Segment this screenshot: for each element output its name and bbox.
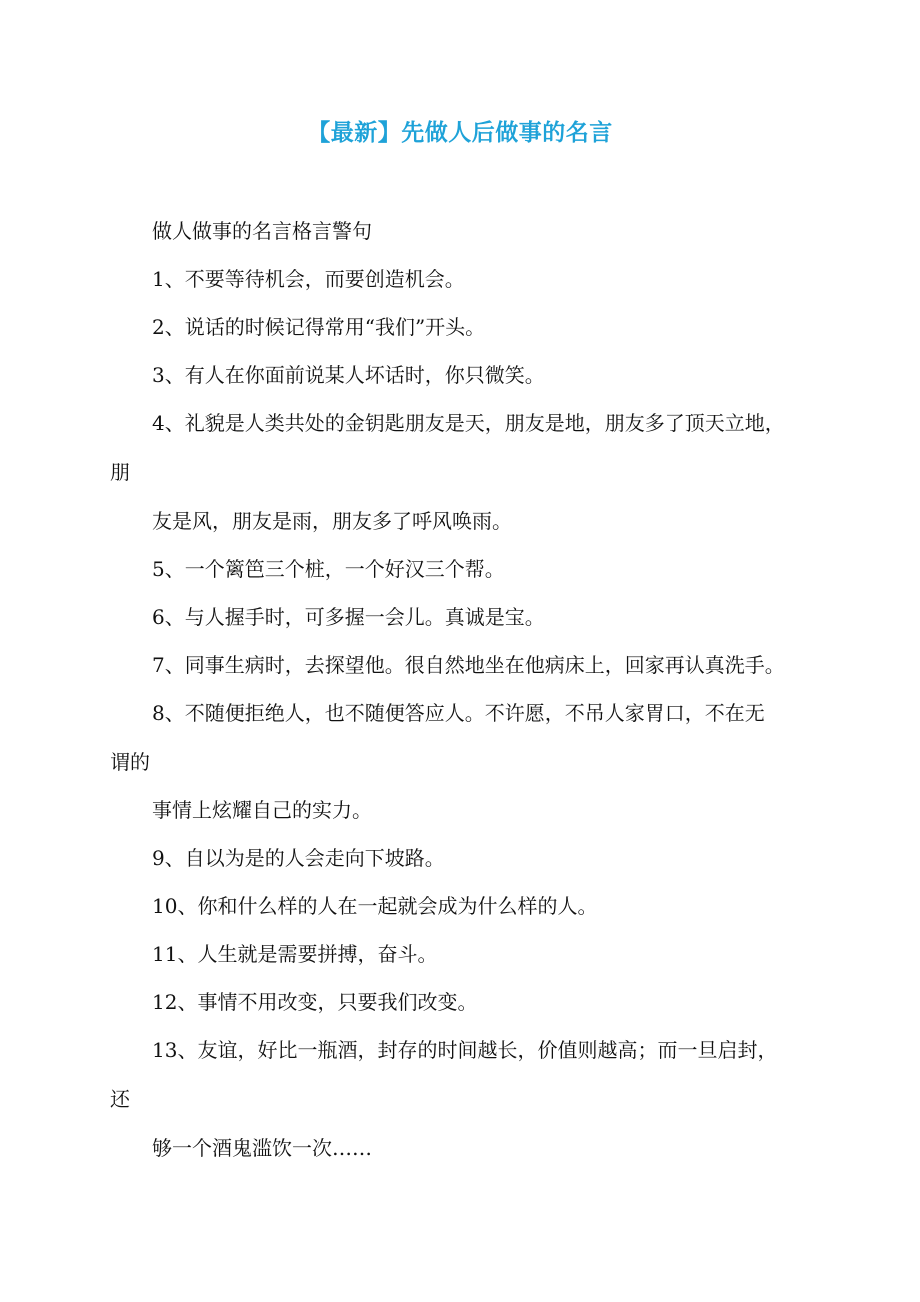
quote-line-2: 2、说话的时候记得常用“我们”开头。: [152, 315, 486, 339]
quote-line-13-cont: 够一个酒鬼滥饮一次……: [152, 1136, 372, 1160]
quote-line-4-wrap: 朋: [110, 460, 130, 484]
quote-line-1: 1、不要等待机会，而要创造机会。: [152, 267, 465, 291]
subtitle-line: 做人做事的名言格言警句: [152, 219, 372, 243]
quote-line-4: 4、礼貌是人类共处的金钥匙朋友是天，朋友是地，朋友多了顶天立地，: [152, 411, 785, 435]
quote-line-8-cont: 事情上炫耀自己的实力。: [152, 798, 372, 822]
quote-line-8-wrap: 谓的: [110, 750, 150, 774]
quote-line-9: 9、自以为是的人会走向下坡路。: [152, 846, 445, 870]
quote-line-11: 11、人生就是需要拼搏，奋斗。: [152, 942, 438, 966]
quote-line-6: 6、与人握手时，可多握一会儿。真诚是宝。: [152, 605, 545, 629]
document-title: 【最新】先做人后做事的名言: [307, 119, 613, 146]
quote-line-13: 13、友谊，好比一瓶酒，封存的时间越长，价值则越高；而一旦启封，: [152, 1038, 778, 1062]
quote-line-12: 12、事情不用改变，只要我们改变。: [152, 990, 478, 1014]
quote-line-4-cont: 友是风，朋友是雨，朋友多了呼风唤雨。: [152, 509, 512, 533]
quote-line-8: 8、不随便拒绝人，也不随便答应人。不许愿，不吊人家胃口，不在无: [152, 701, 765, 725]
quote-line-3: 3、有人在你面前说某人坏话时，你只微笑。: [152, 363, 545, 387]
quote-line-10: 10、你和什么样的人在一起就会成为什么样的人。: [152, 894, 598, 918]
quote-line-5: 5、一个篱笆三个桩，一个好汉三个帮。: [152, 557, 505, 581]
quote-line-7: 7、同事生病时，去探望他。很自然地坐在他病床上，回家再认真洗手。: [152, 653, 785, 677]
quote-line-13-wrap: 还: [110, 1087, 130, 1111]
